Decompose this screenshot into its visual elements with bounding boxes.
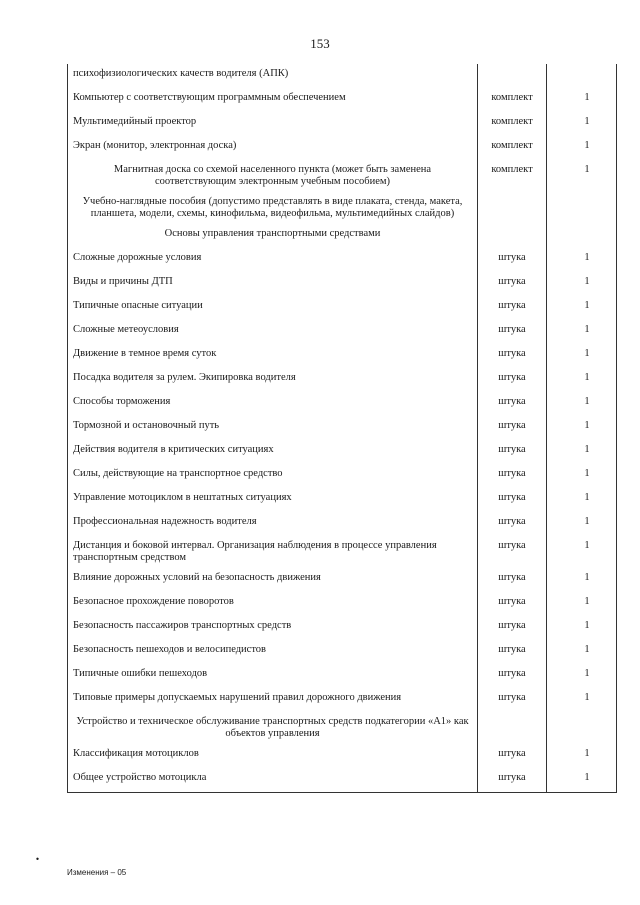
table-row (68, 368, 617, 392)
item-quantity (547, 64, 617, 88)
table-row (68, 136, 617, 160)
table-row (68, 416, 617, 440)
item-unit: штука (478, 768, 547, 793)
item-unit: штука (478, 664, 547, 688)
item-unit: штука (478, 488, 547, 512)
item-unit: штука (478, 248, 547, 272)
table-row (68, 640, 617, 664)
item-quantity: 1 (547, 272, 617, 296)
item-quantity: 1 (547, 568, 617, 592)
item-quantity: 1 (547, 440, 617, 464)
item-unit: штука (478, 320, 547, 344)
item-quantity: 1 (547, 88, 617, 112)
item-name: Типичные опасные ситуации (68, 296, 478, 320)
item-unit: штука (478, 296, 547, 320)
item-name: Безопасность пассажиров транспортных средств (68, 616, 478, 640)
item-name: Безопасное прохождение поворотов (68, 592, 478, 616)
item-name: Компьютер с соответствующим программным обеспечением (68, 88, 478, 112)
table-row (68, 768, 617, 793)
table-row (68, 392, 617, 416)
item-unit: штука (478, 592, 547, 616)
item-name: психофизиологических качеств водителя (АПК) (68, 64, 478, 88)
item-unit: штука (478, 616, 547, 640)
item-quantity: 1 (547, 536, 617, 568)
section-heading: Основы управления транспортными средствами (68, 224, 478, 248)
item-name: Мультимедийный проектор (68, 112, 478, 136)
item-name: Профессиональная надежность водителя (68, 512, 478, 536)
footer-mark: • (34, 853, 42, 866)
equipment-table (67, 64, 617, 793)
item-unit: штука (478, 536, 547, 568)
section-heading-row (68, 224, 617, 248)
table-row (68, 488, 617, 512)
section-heading-row (68, 712, 617, 744)
item-unit: штука (478, 512, 547, 536)
item-name: Посадка водителя за рулем. Экипировка водителя (68, 368, 478, 392)
table-row (68, 320, 617, 344)
item-unit (478, 64, 547, 88)
page-number: 153 (310, 36, 330, 51)
equipment-table-body (68, 64, 617, 793)
item-name: Движение в темное время суток (68, 344, 478, 368)
table-row (68, 688, 617, 712)
item-quantity: 1 (547, 488, 617, 512)
item-quantity: 1 (547, 512, 617, 536)
item-unit: комплект (478, 160, 547, 192)
item-unit: комплект (478, 136, 547, 160)
item-name: Магнитная доска со схемой населенного пункта (может быть заменена соответствующим электронным учебным пособием) (68, 160, 478, 192)
item-quantity (547, 192, 617, 224)
item-unit: штука (478, 440, 547, 464)
item-name: Силы, действующие на транспортное средство (68, 464, 478, 488)
table-row (68, 512, 617, 536)
section-heading: Устройство и техническое обслуживание транспортных средств подкатегории «A1» как объектов управления (68, 712, 478, 744)
table-row (68, 272, 617, 296)
item-name: Экран (монитор, электронная доска) (68, 136, 478, 160)
table-row (68, 616, 617, 640)
item-unit: штука (478, 368, 547, 392)
item-unit: штука (478, 464, 547, 488)
item-name: Дистанция и боковой интервал. Организация наблюдения в процессе управления транспортным средством (68, 536, 478, 568)
item-quantity: 1 (547, 368, 617, 392)
table-row (68, 592, 617, 616)
item-name: Виды и причины ДТП (68, 272, 478, 296)
item-quantity: 1 (547, 160, 617, 192)
item-name: Типичные ошибки пешеходов (68, 664, 478, 688)
item-quantity: 1 (547, 320, 617, 344)
item-name: Способы торможения (68, 392, 478, 416)
item-quantity: 1 (547, 744, 617, 768)
item-unit: штука (478, 744, 547, 768)
item-name: Действия водителя в критических ситуациях (68, 440, 478, 464)
item-unit: комплект (478, 88, 547, 112)
table-row (68, 344, 617, 368)
item-name: Влияние дорожных условий на безопасность движения (68, 568, 478, 592)
item-unit: штука (478, 272, 547, 296)
item-name: Классификация мотоциклов (68, 744, 478, 768)
item-unit: комплект (478, 112, 547, 136)
item-quantity: 1 (547, 592, 617, 616)
table-row (68, 440, 617, 464)
table-row (68, 88, 617, 112)
item-unit: штука (478, 344, 547, 368)
item-name: Безопасность пешеходов и велосипедистов (68, 640, 478, 664)
item-quantity: 1 (547, 416, 617, 440)
item-quantity (547, 224, 617, 248)
table-row (68, 160, 617, 192)
item-unit: штука (478, 416, 547, 440)
item-quantity: 1 (547, 248, 617, 272)
item-quantity: 1 (547, 688, 617, 712)
item-quantity: 1 (547, 464, 617, 488)
item-quantity: 1 (547, 112, 617, 136)
section-heading-row (68, 192, 617, 224)
table-row (68, 664, 617, 688)
item-unit (478, 712, 547, 744)
table-row (68, 568, 617, 592)
item-quantity: 1 (547, 768, 617, 793)
table-row (68, 112, 617, 136)
item-quantity: 1 (547, 616, 617, 640)
item-quantity: 1 (547, 136, 617, 160)
table-row (68, 464, 617, 488)
item-quantity: 1 (547, 664, 617, 688)
item-unit: штука (478, 640, 547, 664)
item-quantity: 1 (547, 640, 617, 664)
table-row (68, 64, 617, 88)
item-name: Сложные метеоусловия (68, 320, 478, 344)
table-row (68, 296, 617, 320)
table-row (68, 744, 617, 768)
table-row (68, 248, 617, 272)
item-unit (478, 224, 547, 248)
item-quantity: 1 (547, 296, 617, 320)
item-unit: штука (478, 568, 547, 592)
item-unit (478, 192, 547, 224)
section-heading: Учебно-наглядные пособия (допустимо представлять в виде плаката, стенда, макета, планшета, модели, схемы, кинофильма, видеофильма, мультимедийных слайдов) (68, 192, 478, 224)
item-name: Общее устройство мотоцикла (68, 768, 478, 793)
item-name: Тормозной и остановочный путь (68, 416, 478, 440)
item-quantity: 1 (547, 392, 617, 416)
footer-note: Изменения – 05 (67, 868, 127, 877)
item-unit: штука (478, 688, 547, 712)
item-unit: штука (478, 392, 547, 416)
table-row (68, 536, 617, 568)
item-name: Сложные дорожные условия (68, 248, 478, 272)
item-name: Типовые примеры допускаемых нарушений правил дорожного движения (68, 688, 478, 712)
item-name: Управление мотоциклом в нештатных ситуациях (68, 488, 478, 512)
item-quantity: 1 (547, 344, 617, 368)
item-quantity (547, 712, 617, 744)
